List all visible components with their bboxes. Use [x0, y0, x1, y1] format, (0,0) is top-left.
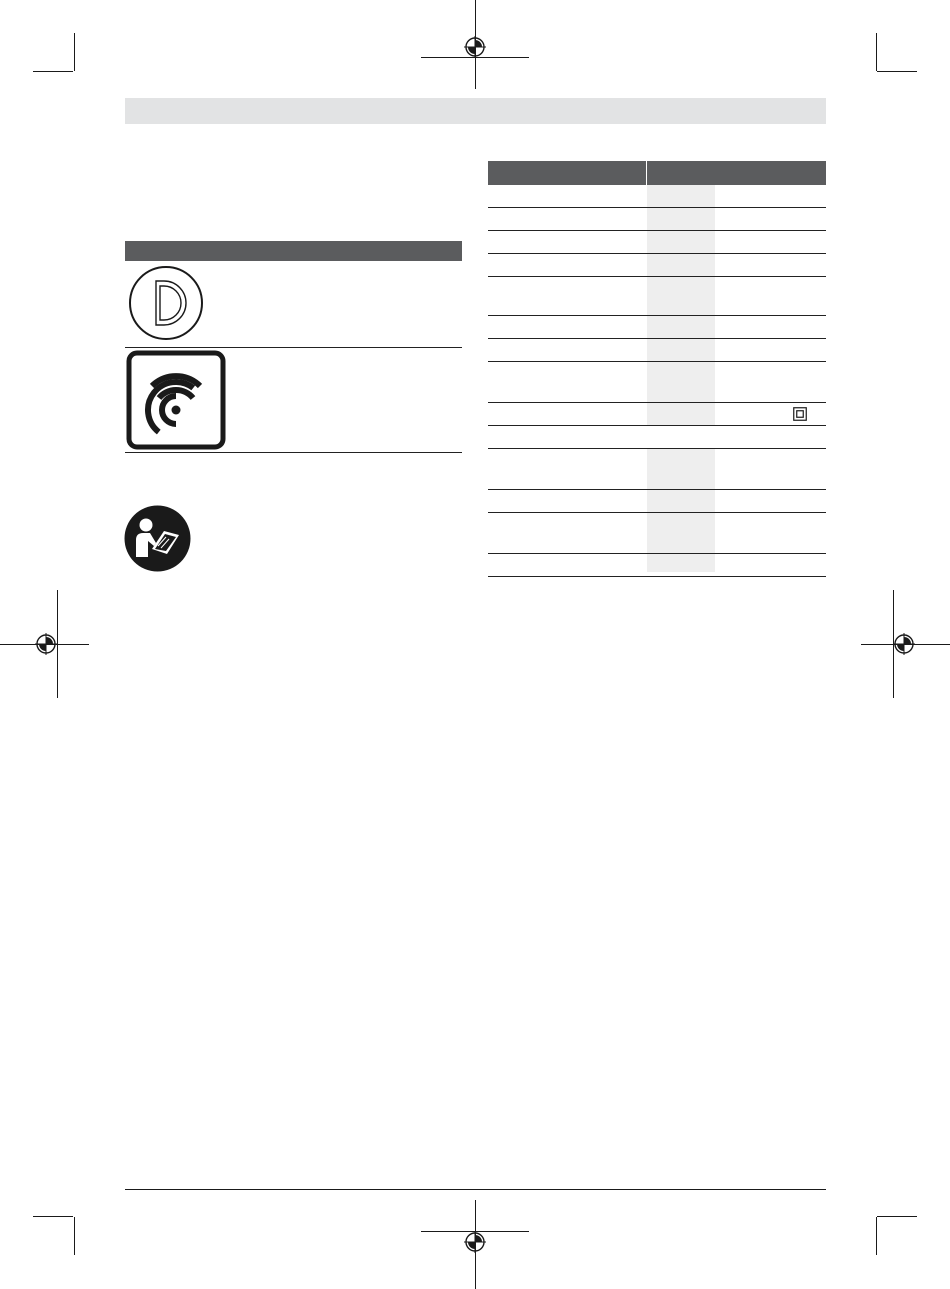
symbols-table-header	[125, 241, 462, 261]
table-header-row	[488, 161, 826, 185]
symbols-table-row	[125, 348, 462, 453]
table-row	[488, 208, 826, 231]
table-row	[488, 362, 826, 403]
table-row	[488, 403, 826, 426]
table-row	[488, 231, 826, 254]
protection-class-ii-icon	[793, 407, 807, 421]
crop-mark	[877, 71, 917, 72]
symbols-table-row	[125, 261, 462, 348]
table-row	[488, 490, 826, 513]
footer-rule	[125, 1189, 826, 1190]
crop-mark	[877, 1216, 917, 1217]
header-divider	[646, 161, 647, 185]
table-row	[488, 277, 826, 316]
registration-target-icon	[893, 633, 915, 655]
crop-mark	[876, 1217, 877, 1255]
table-row	[488, 449, 826, 490]
table-row	[488, 316, 826, 339]
d-circle-icon	[128, 265, 204, 341]
crop-mark	[33, 71, 73, 72]
technical-data-table	[488, 161, 826, 577]
table-row	[488, 339, 826, 362]
table-row	[488, 513, 826, 554]
crop-mark	[74, 1217, 75, 1255]
read-manual-icon	[124, 505, 191, 572]
row-shade-cover	[647, 426, 715, 448]
wireless-signal-icon	[126, 350, 226, 450]
table-row	[488, 185, 826, 208]
registration-target-icon	[464, 36, 486, 58]
table-row	[488, 554, 826, 577]
registration-target-icon	[35, 633, 57, 655]
crop-mark	[876, 33, 877, 71]
table-row	[488, 254, 826, 277]
registration-target-icon	[464, 1231, 486, 1253]
page-header-bar	[125, 98, 826, 124]
crop-mark	[33, 1216, 73, 1217]
crop-mark	[74, 33, 75, 71]
table-row	[488, 426, 826, 449]
